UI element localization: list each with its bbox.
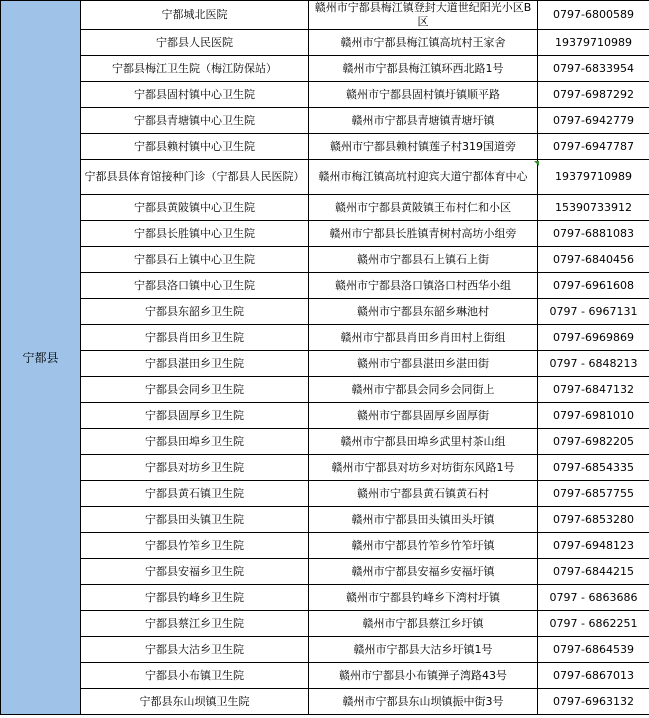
clinic-name: 宁都县长胜镇中心卫生院 [81,221,309,247]
table-row [1,585,649,611]
clinic-address: 赣州市宁都县田头镇田头圩镇 [309,507,538,533]
clinic-phone: 0797-6847132 [538,377,649,403]
clinic-phone: 0797-6864539 [538,637,649,663]
clinic-phone: 0797-6854335 [538,455,649,481]
clinic-phone: 0797-6833954 [538,56,649,82]
table-row [1,429,649,455]
clinic-phone: 15390733912 [538,195,649,221]
clinic-phone: 0797 - 6848213 [538,351,649,377]
clinic-name: 宁都县洛口镇中心卫生院 [81,273,309,299]
table-row [1,533,649,559]
clinic-name: 宁都县东韶乡卫生院 [81,299,309,325]
table-body [1,1,649,715]
table-row [1,273,649,299]
clinic-address: 赣州市宁都县大沽乡圩镇1号 [309,637,538,663]
clinic-phone: 0797-6981010 [538,403,649,429]
clinic-phone: 0797-6948123 [538,533,649,559]
table-row [1,559,649,585]
table-row [1,299,649,325]
clinic-name: 宁都县石上镇中心卫生院 [81,247,309,273]
clinic-address: 赣州市宁都县对坊乡对坊街东风路1号 [309,455,538,481]
clinic-phone: 0797-6987292 [538,82,649,108]
region-cell: 宁都县 [1,1,81,715]
table-row [1,160,649,195]
clinic-name: 宁都县县体育馆接种门诊（宁都县人民医院） [81,160,309,195]
clinic-phone: 0797 - 6862251 [538,611,649,637]
clinic-name: 宁都县湛田乡卫生院 [81,351,309,377]
clinic-address: 赣州市梅江镇高坑村迎宾大道宁都体育中心 [309,160,538,195]
clinic-phone: 0797-6961608 [538,273,649,299]
clinic-name: 宁都县黄陂镇中心卫生院 [81,195,309,221]
clinic-address: 赣州市宁都县石上镇石上街 [309,247,538,273]
clinic-name: 宁都城北医院 [81,1,309,30]
clinic-name: 宁都县田头镇卫生院 [81,507,309,533]
table-row [1,611,649,637]
clinic-phone: 0797-6844215 [538,559,649,585]
clinic-phone: 19379710989 [538,30,649,56]
table-row [1,637,649,663]
clinic-address: 赣州市宁都县肖田乡肖田村上街组 [309,325,538,351]
clinic-address: 赣州市宁都县固村镇圩镇顺平路 [309,82,538,108]
table-row [1,403,649,429]
table-row [1,134,649,160]
table-row [1,56,649,82]
clinic-address: 赣州市宁都县固厚乡固厚街 [309,403,538,429]
table-row [1,247,649,273]
clinic-address: 赣州市宁都县黄陂镇王布村仁和小区 [309,195,538,221]
table-row [1,325,649,351]
clinic-name: 宁都县小布镇卫生院 [81,663,309,689]
clinic-name: 宁都县蔡江乡卫生院 [81,611,309,637]
clinic-name: 宁都县青塘镇中心卫生院 [81,108,309,134]
clinic-name: 宁都县固厚乡卫生院 [81,403,309,429]
clinic-name: 宁都县安福乡卫生院 [81,559,309,585]
cell-comment-marker [534,161,539,166]
clinic-address: 赣州市宁都县青塘镇青塘圩镇 [309,108,538,134]
table-row [1,455,649,481]
clinic-name: 宁都县固村镇中心卫生院 [81,82,309,108]
clinic-address: 赣州市宁都县安福乡安福圩镇 [309,559,538,585]
clinic-phone: 0797-6982205 [538,429,649,455]
clinic-phone: 0797-6800589 [538,1,649,30]
clinic-phone: 0797-6942779 [538,108,649,134]
clinic-phone: 0797-6840456 [538,247,649,273]
clinic-phone: 0797-6969869 [538,325,649,351]
clinic-phone: 0797-6881083 [538,221,649,247]
clinic-address: 赣州市宁都县梅江镇高坑村王家舍 [309,30,538,56]
clinic-address: 赣州市宁都县梅江镇登封大道世纪阳光小区B区 [309,1,538,30]
clinic-name: 宁都县人民医院 [81,30,309,56]
clinic-name: 宁都县黄石镇卫生院 [81,481,309,507]
clinic-address: 赣州市宁都县蔡江乡圩镇 [309,611,538,637]
clinic-name: 宁都县竹笮乡卫生院 [81,533,309,559]
table-row [1,689,649,715]
clinic-name: 宁都县大沽乡卫生院 [81,637,309,663]
table-row [1,195,649,221]
clinic-phone: 0797-6947787 [538,134,649,160]
clinic-address: 赣州市宁都县钓峰乡下湾村圩镇 [309,585,538,611]
clinic-address: 赣州市宁都县东韶乡琳池村 [309,299,538,325]
clinic-phone: 0797-6867013 [538,663,649,689]
clinic-address: 赣州市宁都县洛口镇洛口村西华小组 [309,273,538,299]
clinic-phone: 0797-6857755 [538,481,649,507]
table-row [1,221,649,247]
clinic-address: 赣州市宁都县会同乡会同街上 [309,377,538,403]
table-row [1,481,649,507]
clinic-name: 宁都县东山坝镇卫生院 [81,689,309,715]
clinic-address: 赣州市宁都县黄石镇黄石村 [309,481,538,507]
clinic-name: 宁都县会同乡卫生院 [81,377,309,403]
clinic-name: 宁都县对坊乡卫生院 [81,455,309,481]
clinic-phone: 0797-6853280 [538,507,649,533]
clinic-name: 宁都县梅江卫生院（梅江防保站） [81,56,309,82]
clinic-phone: 0797 - 6967131 [538,299,649,325]
table-row [1,1,649,30]
clinic-phone: 19379710989 [538,160,649,195]
clinic-name: 宁都县肖田乡卫生院 [81,325,309,351]
clinic-name: 宁都县赖村镇中心卫生院 [81,134,309,160]
table-row [1,108,649,134]
table-row [1,507,649,533]
clinic-address: 赣州市宁都县田埠乡武里村茶山组 [309,429,538,455]
table-row [1,377,649,403]
clinic-address: 赣州市宁都县长胜镇青树村高坊小组旁 [309,221,538,247]
clinic-address: 赣州市宁都县湛田乡湛田街 [309,351,538,377]
clinic-address: 赣州市宁都县竹笮乡竹笮圩镇 [309,533,538,559]
clinic-phone: 0797-6963132 [538,689,649,715]
clinic-name: 宁都县钓峰乡卫生院 [81,585,309,611]
table-row [1,351,649,377]
table-row [1,663,649,689]
table-row [1,30,649,56]
clinic-phone: 0797 - 6863686 [538,585,649,611]
clinic-name: 宁都县田埠乡卫生院 [81,429,309,455]
clinic-address: 赣州市宁都县赖村镇莲子村319国道旁 [309,134,538,160]
clinic-address: 赣州市宁都县梅江镇环西北路1号 [309,56,538,82]
clinic-address: 赣州市宁都县东山坝镇振中街3号 [309,689,538,715]
table-row [1,82,649,108]
clinic-address: 赣州市宁都县小布镇弹子湾路43号 [309,663,538,689]
